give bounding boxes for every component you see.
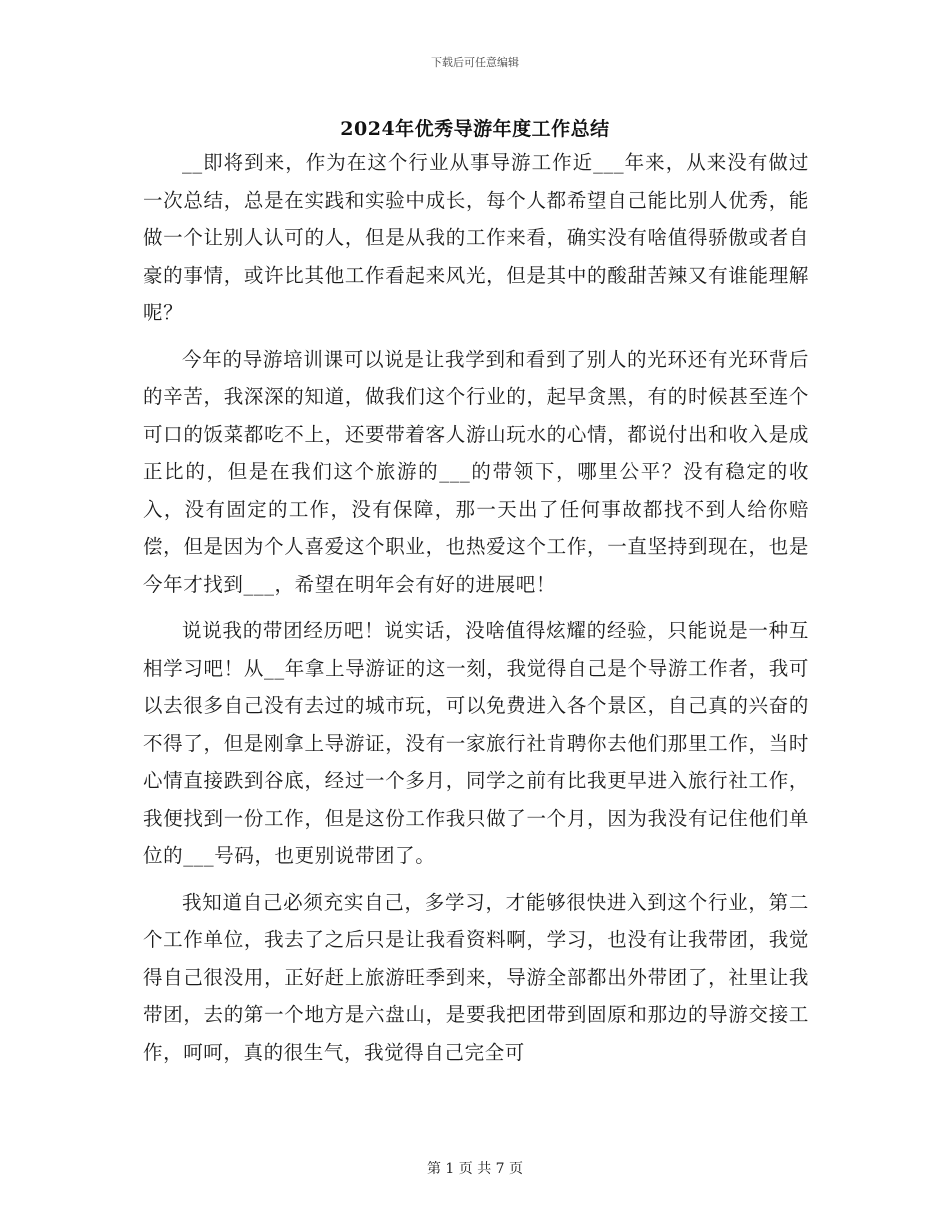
document-title: 2024年优秀导游年度工作总结 (340, 118, 610, 140)
paragraph: 说说我的带团经历吧！说实话，没啥值得炫耀的经验，只能说是一种互相学习吧！从__年拿上导游证的这一刻，我觉得自己是个导游工作者，我可以去很多自己没有去过的城市玩，可以免费进入各个景区，自己真的兴奋的不得了，但是刚拿上导游证，没有一家旅行社肯聘你去他们那里工作，当时心情直接跌到谷底，经过一个多月，同学之前有比我更早进入旅行社工作，我便找到一份工作，但是这份工作我只做了一个月，因为我没有记住他们单位的___号码，也更别说带团了。 (143, 619, 809, 867)
paragraph: 我知道自己必须充实自己，多学习，才能够很快进入到这个行业，第二个工作单位，我去了之后只是让我看资料啊，学习，也没有让我带团，我觉得自己很没用，正好赶上旅游旺季到来，导游全部都出外带团了，社里让我带团，去的第一个地方是六盘山，是要我把团带到固原和那边的导游交接工作，呵呵，真的很生气，我觉得自己完全可 (143, 890, 809, 1064)
paragraph: __即将到来，作为在这个行业从事导游工作近___年来，从来没有做过一次总结，总是在实践和实验中成长，每个人都希望自己能比别人优秀，能做一个让别人认可的人，但是从我的工作来看，确实没有啥值得骄傲或者自豪的事情，或许比其他工作看起来风光，但是其中的酸甜苦辣又有谁能理解呢？ (143, 151, 809, 324)
page-number: 第 1 页 共 7 页 (426, 1161, 524, 1177)
header-note: 下载后可任意编辑 (431, 56, 519, 69)
paragraph: 今年的导游培训课可以说是让我学到和看到了别人的光环还有光环背后的辛苦，我深深的知道，做我们这个行业的，起早贪黑，有的时候甚至连个可口的饭菜都吃不上，还要带着客人游山玩水的心情，都说付出和收入是成正比的，但是在我们这个旅游的___的带领下，哪里公平？没有稳定的收入，没有固定的工作，没有保障，那一天出了任何事故都找不到人给你赔偿，但是因为个人喜爱这个职业，也热爱这个工作，一直坚持到现在，也是今年才找到___，希望在明年会有好的进展吧！ (143, 347, 809, 596)
document-body (143, 144, 809, 1080)
